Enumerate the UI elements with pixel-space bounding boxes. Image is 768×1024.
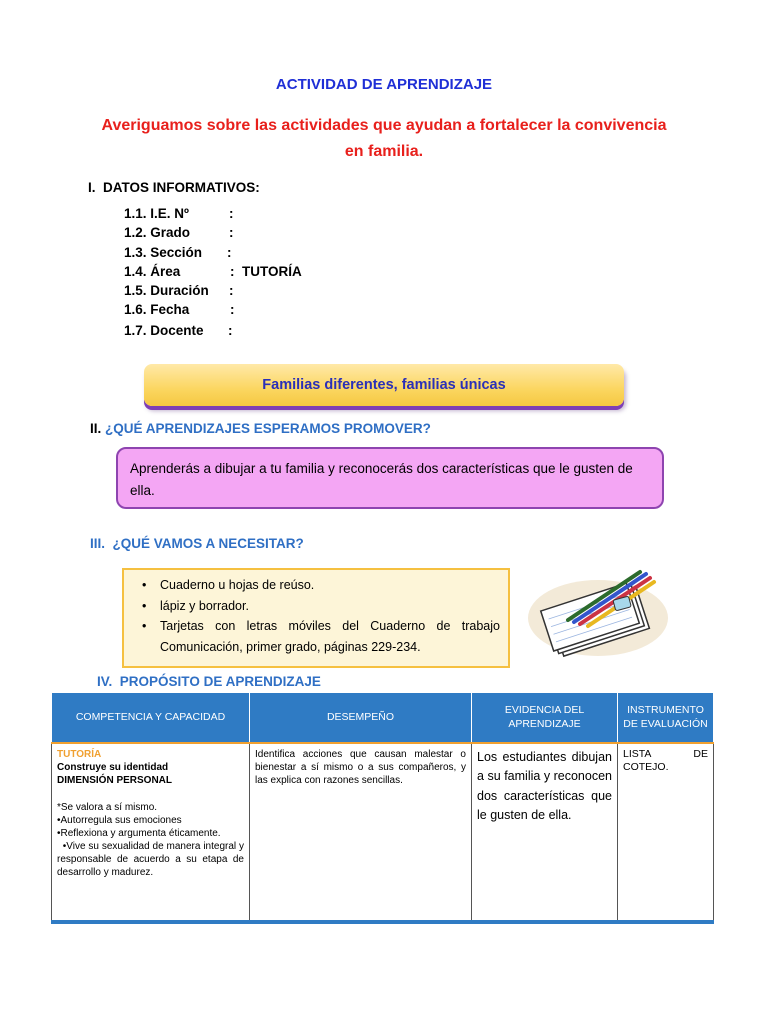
table-row xyxy=(52,743,714,922)
section-4-title: PROPÓSITO DE APRENDIZAJE xyxy=(119,674,321,689)
datos-label: 1.5. Duración xyxy=(124,283,209,298)
datos-label: 1.2. Grado xyxy=(124,225,191,240)
desempeno-cell: Identifica acciones que causan malestar o bienestar a sí mismo o a sus compañeros, y las explica con razones sencillas. xyxy=(250,743,472,922)
datos-row-seccion xyxy=(124,243,232,262)
evidencia-cell: Los estudiantes dibujan a su familia y reconocen dos características que le gusten de ella. xyxy=(472,743,618,922)
instrumento-cell: LISTA DE COTEJO. xyxy=(618,743,714,922)
datos-value-area: TUTORÍA xyxy=(242,264,302,279)
section-2-title: ¿QUÉ APRENDIZAJES ESPERAMOS PROMOVER? xyxy=(105,421,431,436)
capacidad-item: •Vive su sexualidad de manera integral y responsable de acuerdo a su etapa de desarrollo y madurez. xyxy=(57,840,247,878)
datos-row-ie xyxy=(124,204,234,223)
materiales-box xyxy=(122,568,510,668)
datos-colon: : xyxy=(228,323,233,338)
datos-row-grado xyxy=(124,223,234,242)
datos-row-duracion xyxy=(124,281,234,300)
list-item: • Tarjetas con letras móviles del Cuaderno de trabajo Comunicación, primer grado, páginas 229-234. xyxy=(160,616,500,657)
capacidad-item: *Se valora a sí mismo. xyxy=(57,801,158,813)
proposito-table xyxy=(51,692,714,924)
session-title-banner: Familias diferentes, familias únicas xyxy=(144,364,624,406)
column-header: EVIDENCIA DEL APRENDIZAJE xyxy=(472,693,618,743)
area-label: TUTORÍA xyxy=(57,748,102,760)
datos-colon: : xyxy=(229,283,234,298)
dimension-label: DIMENSIÓN PERSONAL xyxy=(57,774,173,786)
aprendizaje-text: Aprenderás a dibujar a tu familia y reconocerás dos características que le gusten de ella. xyxy=(130,461,633,498)
capacidad-item: •Reflexiona y argumenta éticamente. xyxy=(57,827,221,839)
section-1-title: DATOS INFORMATIVOS: xyxy=(103,180,260,195)
materiales-list xyxy=(124,570,508,657)
datos-label: 1.6. Fecha xyxy=(124,302,190,317)
page-title: ACTIVIDAD DE APRENDIZAJE xyxy=(275,76,493,93)
column-header: COMPETENCIA Y CAPACIDAD xyxy=(52,693,250,743)
datos-row-fecha xyxy=(124,300,235,319)
datos-label: 1.3. Sección xyxy=(124,245,203,260)
datos-label: 1.7. Docente xyxy=(124,323,204,338)
aprendizaje-box xyxy=(116,447,664,509)
page-subtitle xyxy=(100,113,668,165)
datos-row-docente xyxy=(124,321,233,340)
list-item: • lápiz y borrador. xyxy=(160,596,500,617)
section-2-heading xyxy=(90,421,431,436)
column-header: DESEMPEÑO xyxy=(250,693,472,743)
subtitle-line-2: en familia. xyxy=(344,143,424,160)
datos-row-area xyxy=(124,262,302,281)
capacidad-item: •Autorregula sus emociones xyxy=(57,814,182,826)
competencia-label: Construye su identidad xyxy=(57,761,169,773)
column-header: INSTRUMENTO DE EVALUACIÓN xyxy=(618,693,714,743)
competencia-cell xyxy=(52,743,250,922)
section-2-number: II. xyxy=(90,421,102,436)
section-4-heading xyxy=(97,674,321,689)
subtitle-line-1: Averiguamos sobre las actividades que ayudan a fortalecer la convivencia xyxy=(101,117,667,134)
section-4-number: IV. xyxy=(97,674,113,689)
section-3-title: ¿QUÉ VAMOS A NECESITAR? xyxy=(112,536,304,551)
section-1-heading xyxy=(88,180,260,195)
datos-label: 1.1. I.E. Nº xyxy=(124,206,189,221)
datos-colon: : xyxy=(227,245,232,260)
datos-colon: : xyxy=(229,206,234,221)
datos-label: 1.4. Área xyxy=(124,264,181,279)
section-3-number: III. xyxy=(90,536,106,551)
datos-colon: : xyxy=(230,302,235,317)
section-3-heading xyxy=(90,536,304,551)
datos-colon: : TUTORÍA xyxy=(230,264,302,279)
list-item: • Cuaderno u hojas de reúso. xyxy=(160,575,500,596)
section-1-number: I. xyxy=(88,180,96,195)
datos-colon: : xyxy=(229,225,234,240)
table-header-row xyxy=(52,693,714,743)
notebook-pencils-illustration xyxy=(528,560,678,660)
